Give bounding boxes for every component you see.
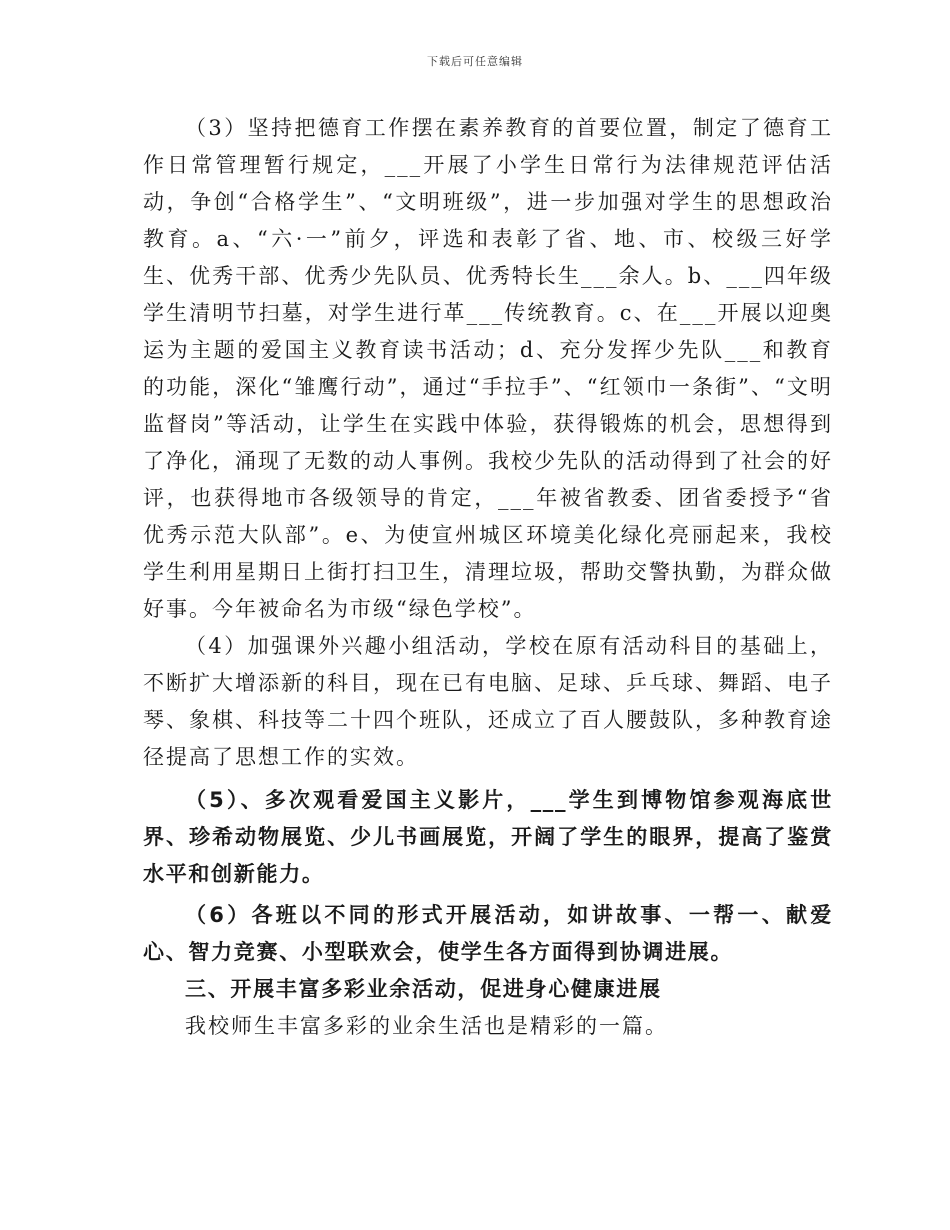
paragraph-moral-education: （3）坚持把德育工作摆在素养教育的首要位置，制定了德育工作日常管理暂行规定，___开展了小学生日常行为法律规范评估活动，争创“合格学生”、“文明班级”，进一步加强对学生的思想政治教育。a、“六·一”前夕，评选和表彰了省、地、市、校级三好学生、优秀干部、优秀少先队员、优秀特长生___余人。b、___四年级学生清明节扫墓，对学生进行革___传统教育。c、在___开展以迎奥运为主题的爱国主义教育读书活动；d、充分发挥少先队___和教育的功能，深化“雏鹰行动”，通过“手拉手”、“红领巾一条街”、“文明监督岗”等活动，让学生在实践中体验，获得锻炼的机会，思想得到了净化，涌现了无数的动人事例。我校少先队的活动得到了社会的好评，也获得地市各级领导的肯定，___年被省教委、团省委授予“省优秀示范大队部”。e、为使宣州城区环境美化绿化亮丽起来，我校学生利用星期日上街打扫卫生，清理垃圾，帮助交警执勤，为群众做好事。今年被命名为市级“绿色学校”。 [143, 116, 833, 621]
page-header: 下载后可任意编辑 [427, 55, 523, 68]
document-body [143, 110, 833, 1045]
section-heading: 三、开展丰富多彩业余活动，促进身心健康进展 [185, 977, 662, 1001]
paragraph-interest-groups: （4）加强课外兴趣小组活动，学校在原有活动科目的基础上，不断扩大增添新的科目，现在已有电脑、足球、乒乓球、舞蹈、电子琴、象棋、科技等二十四个班队，还成立了百人腰鼓队，多种教育途径提高了思想工作的实效。 [143, 634, 833, 769]
paragraph-patriotic-films: （5）、多次观看爱国主义影片，___学生到博物馆参观海底世界、珍希动物展览、少儿书画展览，开阔了学生的眼界，提高了鉴赏水平和创新能力。 [143, 788, 833, 886]
paragraph-class-activities: （6）各班以不同的形式开展活动，如讲故事、一帮一、献爱心、智力竞赛、小型联欢会，使学生各方面得到协调进展。 [143, 903, 833, 964]
paragraph-leisure-life: 我校师生丰富多彩的业余生活也是精彩的一篇。 [185, 1014, 668, 1038]
